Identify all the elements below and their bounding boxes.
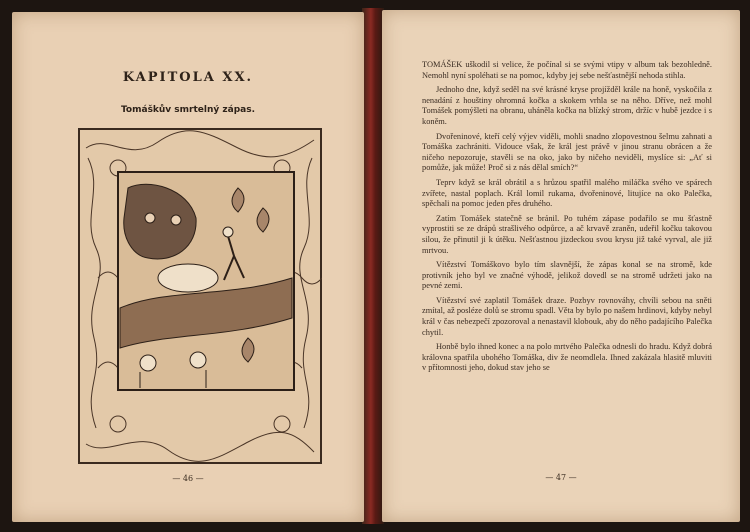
- paragraph: Honbě bylo ihned konec a na polo mrtvého Palečka odnesli do hradu. Když dobrá královna spatřila ubohého Tomáška, div že neomdlela. Ihned zakázala hlasitě mluviti v přítomnosti jeho, dokud stav jeho se: [422, 342, 712, 373]
- book-spine: [362, 8, 384, 524]
- chapter-illustration: [78, 128, 322, 464]
- paragraph: Zatím Tomášek statečně se bránil. Po tuhém zápase podařilo se mu šťastně vyprostiti se ze drápů strašlivého odpůrce, a ač krvavě zraněn, udeřil kočku takovou silou, že přinutil ji k útěku. Nešťastnou jizdeckou svou krysu již také vyrval, ale již mrtvou.: [422, 213, 712, 255]
- page-number-right: — 47 —: [545, 473, 577, 482]
- chapter-title: KAPITOLA XX.: [122, 70, 254, 85]
- page-number-left: — 46 —: [172, 474, 204, 483]
- paragraph: Teprv když se král obrátil a s hrůzou spatřil malého miláčka svého ve spárech zvířete, nastal poplach. Král lomil rukama, dvořeninové, litujíce na oko Palečka, spěchali na pomoc jeden přes druhého.: [422, 177, 712, 209]
- chapter-subtitle: Tomáškův smrtelný zápas.: [120, 105, 255, 115]
- paragraph: TOMÁŠEK uškodil si velice, že počínal si se svými vtipy v album tak bezohledně. Nemohl nyní spoléhati se na pomoc, kdyby jej sebe nešťastnější nehoda stihla.: [422, 60, 712, 80]
- paragraph: Vítězství své zaplatil Tomášek draze. Pozbyv rovnováhy, chvíli sebou na sněti zmítal, až posléze dolů se stromu spadl. Věta by bylo po našem hrdinovi, kdyby nebyl král v čas nebezpečí zpozoroval a nenastavil klobouk, aby do něho padajícího Palečka chytil.: [422, 295, 712, 337]
- paragraph: Jednoho dne, když seděl na své krásné kryse projížděl krále na honě, vyskočila z nenadání z houštiny ohromná kočka a skokem vrhla se na něho. Dříve, než mohl Tomášek pomýšleti na obranu, uháněla kočka na blízký strom, držíc v hubě jezdce i s koněm.: [422, 85, 712, 126]
- body-text: [422, 60, 712, 378]
- right-page: [382, 10, 740, 522]
- paragraph: Vítězství Tomáškovo bylo tím slavnější, že zápas konal se na stromě, kde protivník jeho byl ve značné výhodě, jelikož dovedl se na stromě udržeti jako na pevné zemi.: [422, 260, 712, 291]
- left-page: [12, 12, 364, 522]
- paragraph: Dvořeninové, kteří celý výjev viděli, mohli snadno zlopovestnou šelmu zahnati a Tomáška zachrániti. Vidouce však, že král jest právě v jinou stranu obrácen a že ničeho nepozoruje, stavěli se na oko, jako by ničeho neviděli, myslíce si: „Ať si pomůže, jak může! Proč si z nás dělal smích?“: [422, 131, 712, 173]
